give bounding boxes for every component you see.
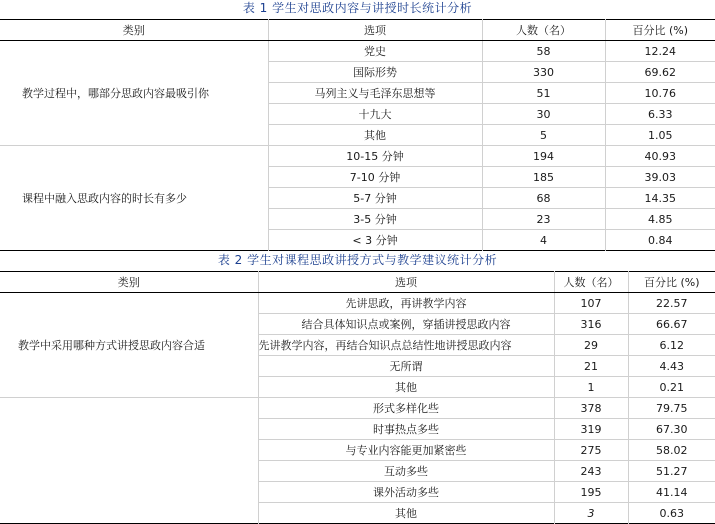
table-row <box>0 41 715 62</box>
percent-cell: 79.75 <box>628 398 715 419</box>
percent-cell: 12.24 <box>605 41 715 62</box>
option-cell: 5-7 分钟 <box>268 188 482 209</box>
header-count: 人数（名） <box>482 20 605 41</box>
header-percent: 百分比 (%) <box>605 20 715 41</box>
option-cell: 课外活动多些 <box>258 482 554 503</box>
count-cell: 1 <box>554 377 628 398</box>
option-cell: 7-10 分钟 <box>268 167 482 188</box>
table1-caption: 表 1 学生对思政内容与讲授时长统计分析 <box>242 1 473 15</box>
count-cell: 30 <box>482 104 605 125</box>
percent-cell: 1.05 <box>605 125 715 146</box>
option-cell: 其他 <box>258 503 554 524</box>
count-cell: 194 <box>482 146 605 167</box>
count-cell: 5 <box>482 125 605 146</box>
option-cell: 其他 <box>258 377 554 398</box>
header-percent: 百分比 (%) <box>628 272 715 293</box>
option-cell: < 3 分钟 <box>268 230 482 251</box>
count-cell: 107 <box>554 293 628 314</box>
table2-group-category: 教学中采用哪种方式讲授思政内容合适 <box>0 293 258 398</box>
percent-cell: 4.43 <box>628 356 715 377</box>
percent-cell: 41.14 <box>628 482 715 503</box>
table2-header-row <box>0 272 715 293</box>
count-cell: 29 <box>554 335 628 356</box>
option-cell: 其他 <box>268 125 482 146</box>
option-cell: 先讲教学内容，再结合知识点总结性地讲授思政内容 <box>258 335 554 356</box>
percent-cell: 14.35 <box>605 188 715 209</box>
count-cell: 243 <box>554 461 628 482</box>
option-cell: 国际形势 <box>268 62 482 83</box>
count-cell: 3 <box>554 503 628 524</box>
percent-cell: 10.76 <box>605 83 715 104</box>
option-cell: 先讲思政，再讲教学内容 <box>258 293 554 314</box>
table-row <box>0 293 715 314</box>
count-cell: 378 <box>554 398 628 419</box>
percent-cell: 0.63 <box>628 503 715 524</box>
percent-cell: 22.57 <box>628 293 715 314</box>
count-cell: 316 <box>554 314 628 335</box>
table-row <box>0 398 715 419</box>
table1 <box>0 19 715 251</box>
table1-group-category: 教学过程中，哪部分思政内容最吸引你 <box>0 41 268 146</box>
count-cell: 185 <box>482 167 605 188</box>
percent-cell: 0.84 <box>605 230 715 251</box>
percent-cell: 6.33 <box>605 104 715 125</box>
option-cell: 3-5 分钟 <box>268 209 482 230</box>
count-cell: 58 <box>482 41 605 62</box>
count-cell: 195 <box>554 482 628 503</box>
header-option: 选项 <box>258 272 554 293</box>
percent-cell: 66.67 <box>628 314 715 335</box>
table-row <box>0 146 715 167</box>
percent-cell: 40.93 <box>605 146 715 167</box>
option-cell: 与专业内容能更加紧密些 <box>258 440 554 461</box>
option-cell: 互动多些 <box>258 461 554 482</box>
option-cell: 十九大 <box>268 104 482 125</box>
percent-cell: 4.85 <box>605 209 715 230</box>
count-cell: 4 <box>482 230 605 251</box>
header-option: 选项 <box>268 20 482 41</box>
option-cell: 结合具体知识点或案例，穿插讲授思政内容 <box>258 314 554 335</box>
table2-group-category <box>0 398 258 524</box>
count-cell: 330 <box>482 62 605 83</box>
header-count: 人数（名） <box>554 272 628 293</box>
percent-cell: 58.02 <box>628 440 715 461</box>
percent-cell: 0.21 <box>628 377 715 398</box>
option-cell: 形式多样化些 <box>258 398 554 419</box>
table1-header-row <box>0 20 715 41</box>
option-cell: 无所谓 <box>258 356 554 377</box>
percent-cell: 51.27 <box>628 461 715 482</box>
count-cell: 21 <box>554 356 628 377</box>
count-cell: 23 <box>482 209 605 230</box>
table2-caption: 表 2 学生对课程思政讲授方式与教学建议统计分析 <box>217 253 498 267</box>
option-cell: 马列主义与毛泽东思想等 <box>268 83 482 104</box>
percent-cell: 69.62 <box>605 62 715 83</box>
percent-cell: 67.30 <box>628 419 715 440</box>
count-cell: 319 <box>554 419 628 440</box>
percent-cell: 6.12 <box>628 335 715 356</box>
count-cell: 275 <box>554 440 628 461</box>
count-cell: 68 <box>482 188 605 209</box>
table1-group-category: 课程中融入思政内容的时长有多少 <box>0 146 268 251</box>
percent-cell: 39.03 <box>605 167 715 188</box>
header-category: 类别 <box>0 20 268 41</box>
option-cell: 10-15 分钟 <box>268 146 482 167</box>
header-category: 类别 <box>0 272 258 293</box>
table2 <box>0 271 715 524</box>
count-cell: 51 <box>482 83 605 104</box>
option-cell: 时事热点多些 <box>258 419 554 440</box>
option-cell: 党史 <box>268 41 482 62</box>
